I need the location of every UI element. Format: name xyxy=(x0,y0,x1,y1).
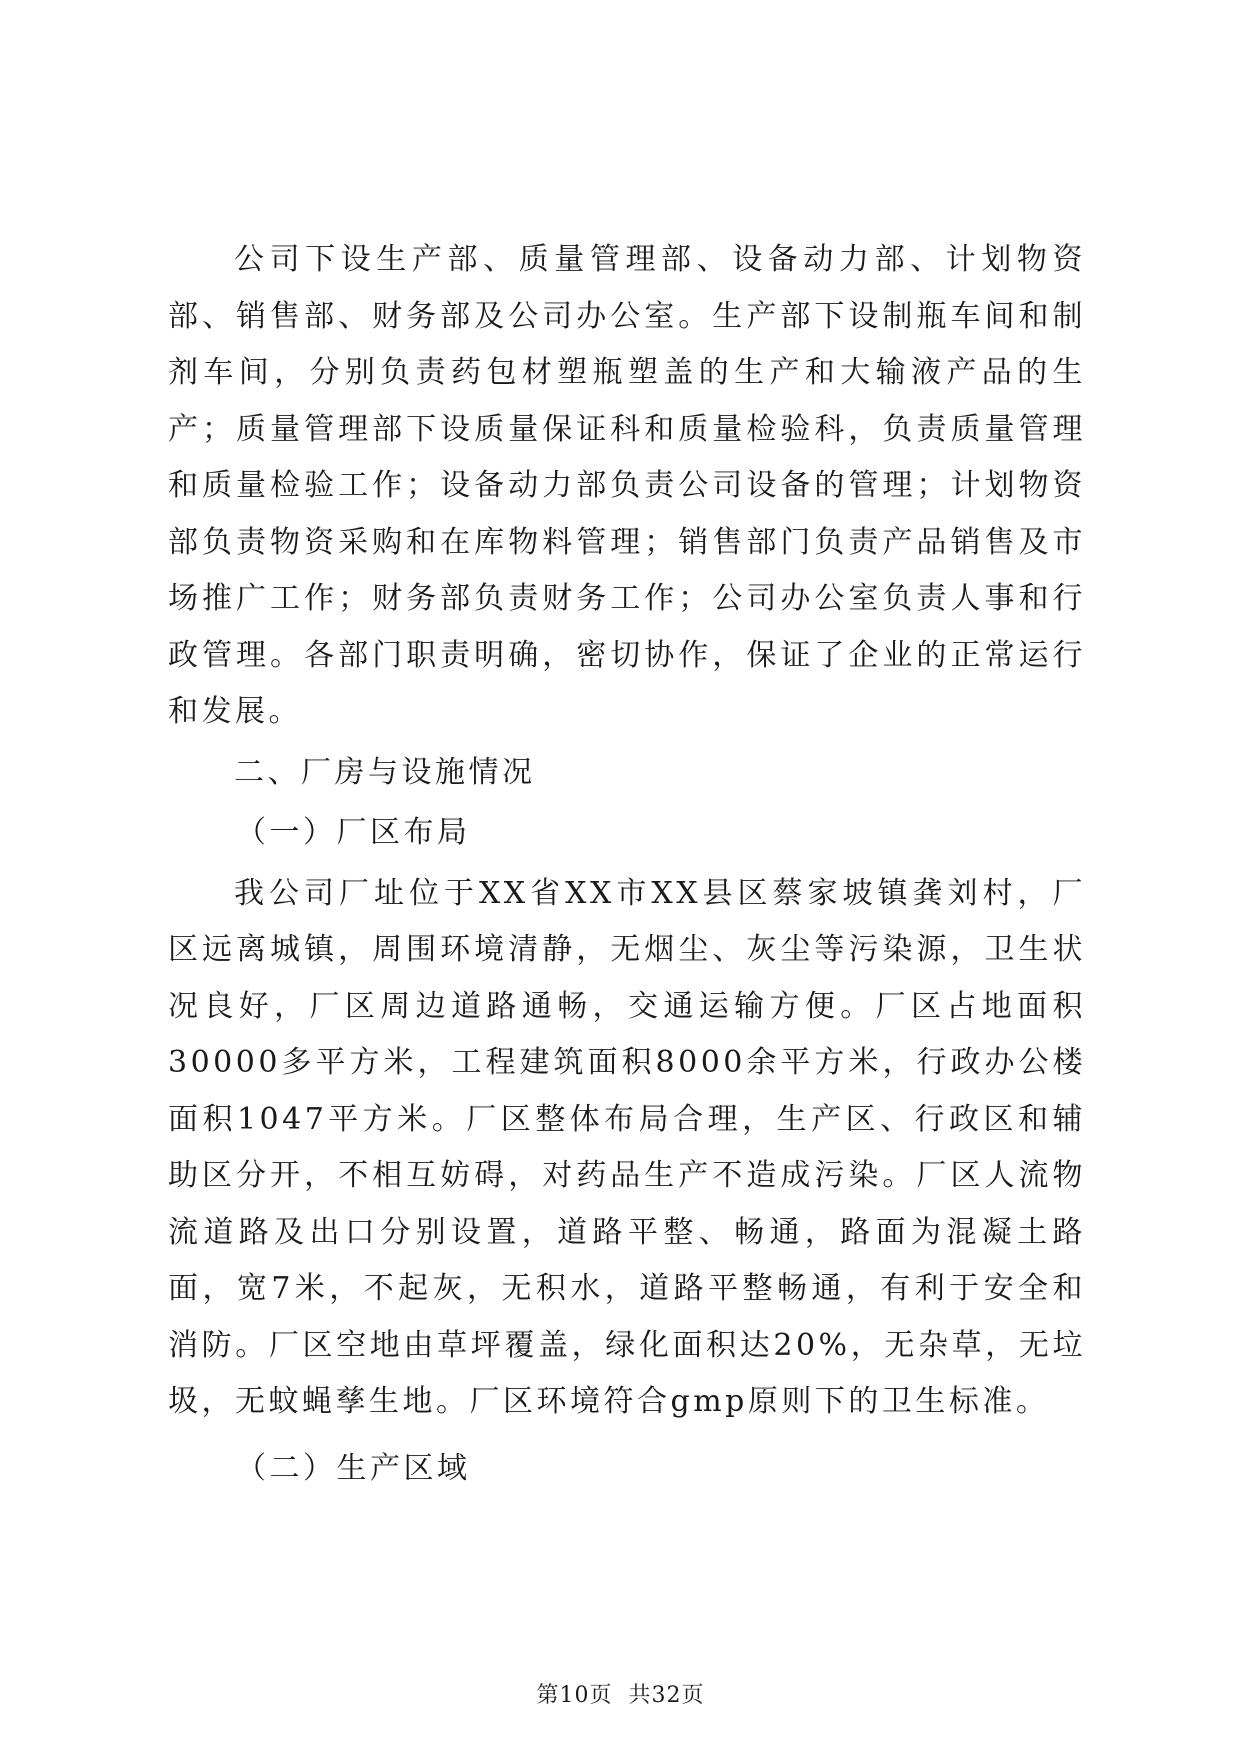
spacer xyxy=(168,1431,1086,1441)
subsection-heading-layout: （一）厂区布局 xyxy=(236,815,471,850)
subsection-heading-production: （二）生产区域 xyxy=(236,1450,471,1486)
page-number: 第10页 共32页 xyxy=(536,1683,705,1708)
paragraph-layout: 我公司厂址位于XX省XX市XX县区蔡家坡镇龚刘村，厂区远离城镇，周围环境清静，无烟尘、灰尘等污染源，卫生状况良好，厂区周边道路通畅，交通运输方便。厂区占地面积30000多平方米，工程建筑面积8000余平方米，行政办公楼面积1047平方米。厂区整体布局合理，生产区、行政区和辅助区分开，不相互妨碍，对药品生产不造成污染。厂区人流物流道路及出口分别设置，道路平整、畅通，路面为混凝土路面，宽7米，不起灰，无积水，道路平整畅通，有利于安全和消防。厂区空地由草坪覆盖，绿化面积达20%，无杂草，无垃圾，无蚊蝇孳生地。厂区环境符合gmp原则下的卫生标准。 xyxy=(168,875,1086,1419)
section-heading: 二、厂房与设施情况 xyxy=(234,754,536,790)
page-footer xyxy=(0,1678,1241,1709)
document-body xyxy=(168,232,1086,1497)
paragraph-departments: 公司下设生产部、质量管理部、设备动力部、计划物资部、销售部、财务部及公司办公室。生产部下设制瓶车间和制剂车间，分别负责药包材塑瓶塑盖的生产和大输液产品的生产；质量管理部下设质量保证科和质量检验科，负责质量管理和质量检验工作；设备动力部负责公司设备的管理；计划物资部负责物资采购和在库物料管理；销售部门负责产品销售及市场推广工作；财务部负责财务工作；公司办公室负责人事和行政管理。各部门职责明确，密切协作，保证了企业的正常运行和发展。 xyxy=(168,242,1086,729)
